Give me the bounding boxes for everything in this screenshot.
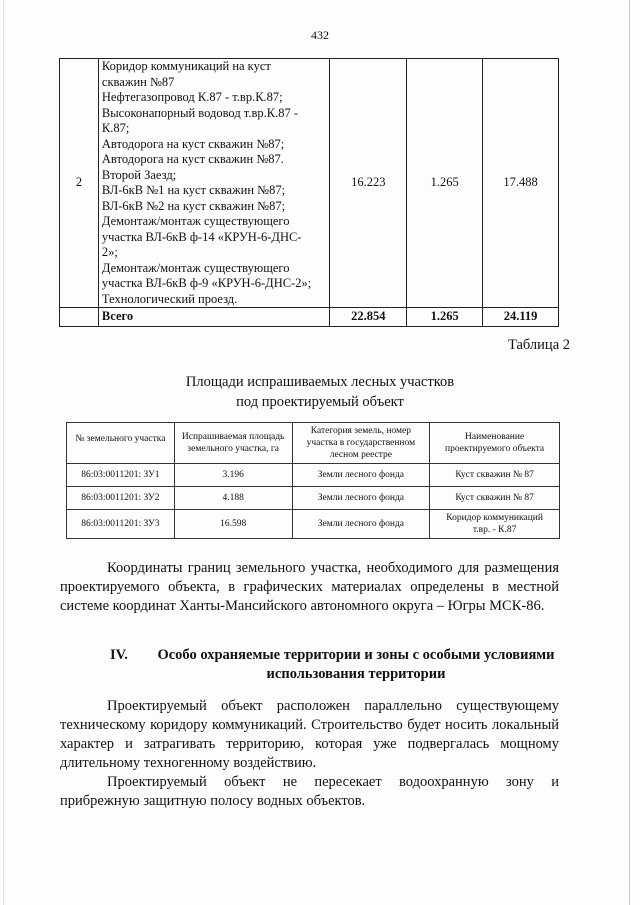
desc-line: К.87;	[101, 121, 130, 135]
desc-line: ВЛ-6кВ №1 на куст скважин №87;	[101, 183, 286, 197]
plot-cell: 86:03:0011201: ЗУ2	[67, 487, 175, 510]
table-header-row	[67, 423, 560, 464]
table-row	[67, 464, 560, 487]
area-cell: 3.196	[174, 464, 292, 487]
table-row	[67, 510, 560, 539]
desc-line: скважин №87	[101, 74, 175, 89]
row-number: 2	[60, 59, 99, 308]
category-cell: Земли лесного фонда	[292, 464, 430, 487]
desc-line: Высоконапорный водовод т.вр.К.87 -	[101, 105, 298, 120]
section-heading	[110, 646, 560, 684]
location-paragraph: Проектируемый объект расположен параллельно существующему техническому коридору коммуникаций. Строительство будет носить локальный характер и затрагивать территорию, которая уже подвергалась мощному длительному техногенному воздействию.	[60, 698, 559, 771]
desc-line: Второй Заезд;	[101, 167, 177, 182]
page-number: 432	[311, 28, 329, 42]
category-cell: Земли лесного фонда	[292, 487, 430, 510]
total-row	[60, 308, 559, 327]
page-edge-right	[629, 0, 630, 905]
desc-line: Демонтаж/монтаж существующего	[101, 214, 290, 228]
section-title: Особо охраняемые территории и зоны с особыми условиями использования территории	[157, 647, 555, 682]
row-description	[98, 59, 329, 308]
table-row	[60, 59, 559, 308]
page-edge-left	[3, 0, 4, 905]
value-cell: 17.488	[483, 59, 559, 308]
table-caption: Таблица 2	[507, 337, 570, 353]
column-header: Категория земель, номер участка в государственном лесном реестре	[292, 423, 430, 464]
desc-line: Нефтегазопровод К.87 - т.вр.К.87;	[101, 90, 283, 104]
object-cell: Куст скважин № 87	[430, 464, 560, 487]
title-line: под проектируемый объект	[236, 394, 404, 410]
coordinates-paragraph: Координаты границ земельного участка, необходимого для размещения проектируемого объекта, в графических материалах определены в местной системе координат Ханты-Мансийского автономного округа – Югры МСК-86.	[60, 560, 559, 614]
object-cell: Коридор коммуникаций т.вр. - К.87	[430, 510, 560, 539]
desc-line: 2»;	[101, 245, 118, 259]
desc-line: Автодорога на куст скважин №87.	[101, 152, 284, 166]
total-value: 1.265	[407, 308, 483, 327]
column-header: Наименование проектируемого объекта	[430, 423, 560, 464]
table-title	[0, 372, 640, 412]
continuation-table	[59, 58, 559, 327]
value-cell: 1.265	[407, 59, 483, 308]
forest-plots-table	[66, 422, 560, 539]
object-cell: Куст скважин № 87	[430, 487, 560, 510]
plot-cell: 86:03:0011201: ЗУ1	[67, 464, 175, 487]
total-value: 22.854	[330, 308, 407, 327]
area-cell: 4.188	[174, 487, 292, 510]
desc-line: ВЛ-6кВ №2 на куст скважин №87;	[101, 198, 286, 213]
column-header: Испрашиваемая площадь земельного участка, га	[174, 423, 292, 464]
desc-line: Технологический проезд.	[101, 291, 238, 306]
desc-line: Автодорога на куст скважин №87;	[101, 136, 285, 151]
title-line: Площади испрашиваемых лесных участков	[185, 374, 455, 390]
desc-line: Демонтаж/монтаж существующего	[101, 260, 290, 275]
empty-cell	[60, 308, 99, 327]
section-number: IV.	[110, 647, 128, 663]
plot-cell: 86:03:0011201: ЗУ3	[67, 510, 175, 539]
desc-line: участка ВЛ-6кВ ф-9 «КРУН-6-ДНС-2»;	[101, 276, 312, 290]
water-zone-paragraph: Проектируемый объект не пересекает водоохранную зону и прибрежную защитную полосу водных объектов.	[60, 774, 559, 809]
desc-line: Коридор коммуникаций на куст	[101, 59, 271, 73]
total-label: Всего	[98, 308, 329, 327]
desc-line: участка ВЛ-6кВ ф-14 «КРУН-6-ДНС-	[101, 229, 302, 244]
total-value: 24.119	[483, 308, 559, 327]
area-cell: 16.598	[174, 510, 292, 539]
category-cell: Земли лесного фонда	[292, 510, 430, 539]
value-cell: 16.223	[330, 59, 407, 308]
column-header: № земельного участка	[67, 423, 175, 464]
table-row	[67, 487, 560, 510]
